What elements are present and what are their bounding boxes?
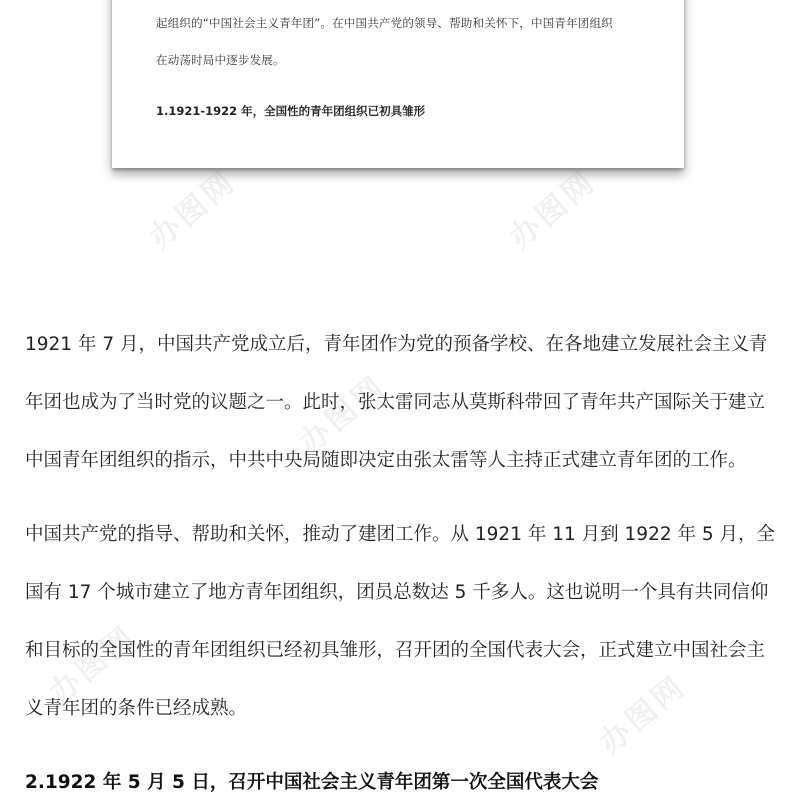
paragraph-line: 和目标的全国性的青年团组织已经初具雏形，召开团的全国代表大会，正式建立中国社会主 [25, 640, 766, 661]
watermark: 办图网 [42, 618, 144, 711]
watermark: 办图网 [592, 668, 694, 761]
paragraph-line: 1921 年 7 月，中国共产党成立后，青年团作为党的预备学校、在各地建立发展社会主义青 [25, 334, 768, 355]
paragraph [25, 333, 777, 507]
excerpt-card [112, 0, 684, 168]
watermark: 办图网 [502, 163, 604, 256]
paragraph-line: 年团也成为了当时党的议题之一。此时，张太雷同志从莫斯科带回了青年共产国际关于建立 [25, 392, 766, 413]
paragraph [25, 523, 777, 755]
paragraph-line: 中国青年团组织的指示，中共中央局随即决定由张太雷等人主持正式建立青年团的工作。 [25, 450, 747, 471]
card-text-line: 起组织的“中国社会主义青年团”。在中国共产党的领导、帮助和关怀下，中国青年团组织 [156, 16, 613, 30]
watermark: 办图网 [142, 163, 244, 256]
paragraph-line: 国有 17 个城市建立了地方青年团组织，团员总数达 5 千多人。这也说明一个具有共同信仰 [25, 582, 769, 603]
watermark: 办图网 [292, 368, 394, 461]
card-heading: 1.1921-1922 年，全国性的青年团组织已初具雏形 [156, 104, 426, 118]
card-text-line: 在动荡时局中逐步发展。 [156, 53, 285, 67]
paragraph-line: 中国共产党的指导、帮助和关怀，推动了建团工作。从 1921 年 11 月到 1922 年 5 月，全 [25, 524, 776, 545]
section-heading: 2.1922 年 5 月 5 日，召开中国社会主义青年团第一次全国代表大会 [25, 772, 599, 793]
paragraph-line: 义青年团的条件已经成熟。 [25, 698, 248, 719]
